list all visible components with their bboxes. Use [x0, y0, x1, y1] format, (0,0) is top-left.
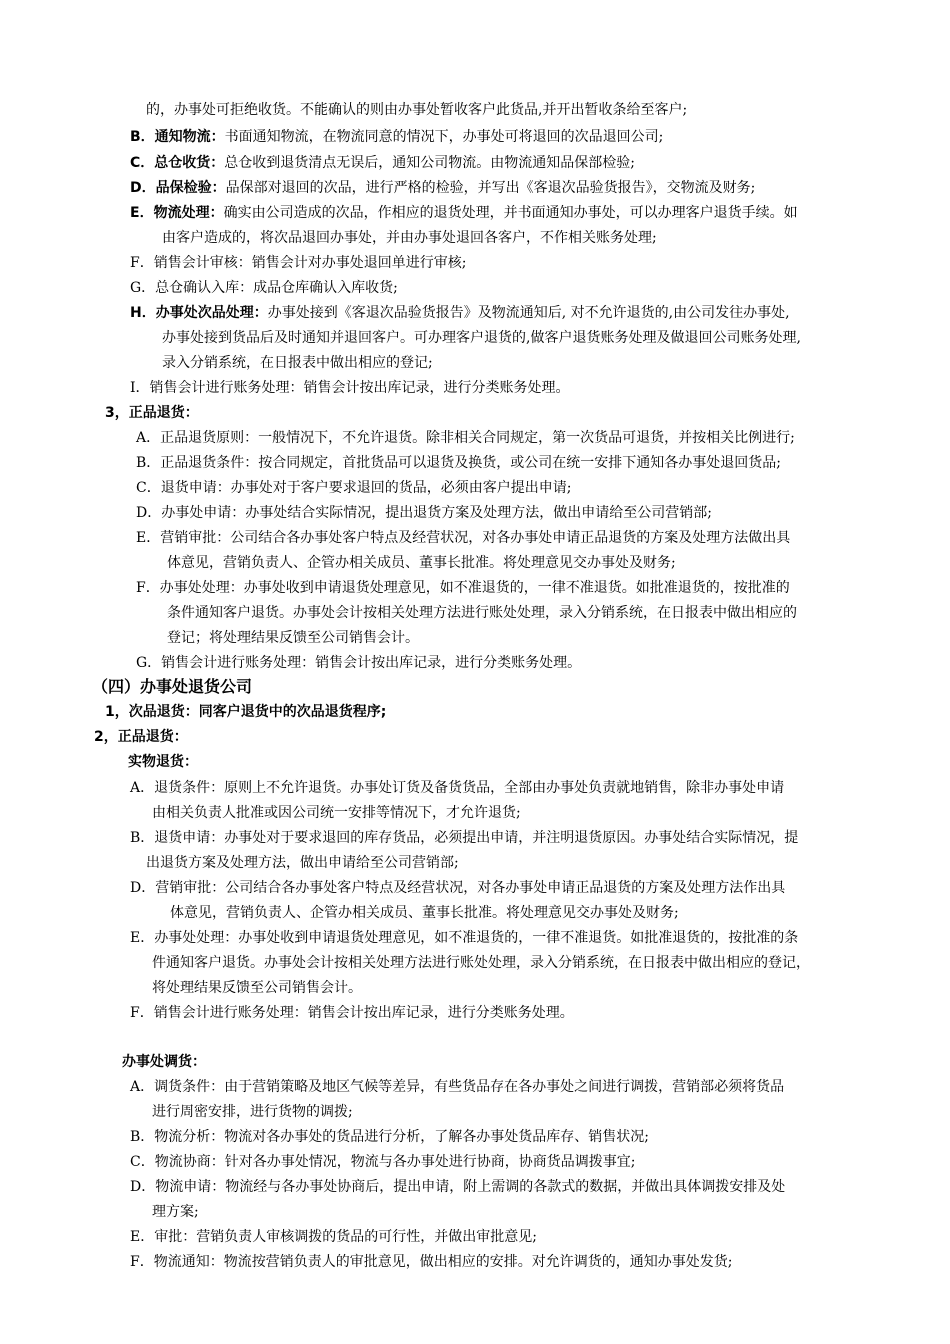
- list-item-b: B．退货申请：办事处对于要求退回的库存货品，必须提出申请，并注明退货原因。办事处结合实际情况，提: [130, 830, 799, 846]
- text-line: 由客户造成的，将次品退回办事处，并由办事处退回各客户，不作相关账务处理;: [162, 230, 657, 246]
- text-line: 将处理结果反馈至公司销售会计。: [152, 980, 362, 996]
- list-item-a: A．退货条件：原则上不允许退货。办事处订货及备货货品，全部由办事处负责就地销售，除非办事处申请: [130, 780, 785, 796]
- list-item-c: C．退货申请：办事处对于客户要求退回的货品，必须由客户提出申请;: [136, 480, 572, 496]
- list-item-f: F．销售会计进行账务处理：销售会计按出库记录，进行分类账务处理。: [130, 1005, 574, 1021]
- list-item-c: C．物流协商：针对各办事处情况，物流与各办事处进行协商，协商货品调拨事宜;: [130, 1154, 636, 1170]
- list-item-e: E．营销审批：公司结合各办事处客户特点及经营状况，对各办事处申请正品退货的方案及处理方法做出具: [136, 530, 791, 546]
- list-item-b: B．正品退货条件：按合同规定，首批货品可以退货及换货，或公司在统一安排下通知各办事处退回货品;: [136, 455, 782, 471]
- text-line: 条件通知客户退货。办事处会计按相关处理方法进行账处处理，录入分销系统，在日报表中做出相应的: [167, 605, 797, 621]
- text-line: 进行周密安排，进行货物的调拨;: [152, 1104, 353, 1120]
- text-line: 体意见，营销负责人、企管办相关成员、董事长批准。将处理意见交办事处及财务;: [170, 905, 679, 921]
- list-item-d: D．品保检验：品保部对退回的次品，进行严格的检验，并写出《客退次品验货报告》，交物流及财务;: [130, 180, 756, 196]
- list-item-e: E．物流处理：确实由公司造成的次品，作相应的退货处理，并书面通知办事处，可以办理客户退货手续。如: [130, 205, 798, 221]
- list-item-f: F．销售会计审核：销售会计对办事处退回单进行审核;: [130, 255, 467, 271]
- list-item-f: F．办事处处理：办事处收到申请退货处理意见，如不准退货的，一律不准退货。如批准退货的，按批准的: [136, 580, 790, 596]
- list-item-c: C．总仓收货：总仓收到退货清点无误后，通知公司物流。由物流通知品保部检验;: [130, 155, 635, 171]
- text-line: 件通知客户退货。办事处会计按相关处理方法进行账处处理，录入分销系统，在日报表中做出相应的登记，: [152, 955, 810, 971]
- list-item-a: A．正品退货原则：一般情况下，不允许退货。除非相关合同规定，第一次货品可退货，并按相关比例进行;: [136, 430, 795, 446]
- list-item-e: E．办事处处理：办事处收到申请退货处理意见，如不准退货的，一律不准退货。如批准退货的，按批准的条: [130, 930, 799, 946]
- subheading-1: 1，次品退货：同客户退货中的次品退货程序;: [105, 704, 387, 720]
- list-item-h: H．办事处次品处理：办事处接到《客退次品验货报告》及物流通知后, 对不允许退货的,由公司发往办事处,: [130, 305, 790, 321]
- section-heading-3: 3，正品退货：: [105, 405, 199, 421]
- text-line: 办事处接到货品后及时通知并退回客户。可办理客户退货的,做客户退货账务处理及做退回公司账务处理,: [162, 330, 801, 346]
- list-item-b: B．物流分析：物流对各办事处的货品进行分析，了解各办事处货品库存、销售状况;: [130, 1129, 650, 1145]
- list-item-d: D．物流申请：物流经与各办事处协商后，提出申请，附上需调的各款式的数据，并做出具体调拨安排及处: [130, 1179, 786, 1195]
- list-item-f: F．物流通知：物流按营销负责人的审批意见，做出相应的安排。对允许调货的，通知办事处发货;: [130, 1254, 733, 1270]
- list-item-e: E．审批：营销负责人审核调拨的货品的可行性，并做出审批意见;: [130, 1229, 537, 1245]
- text-line: 的，办事处可拒绝收货。不能确认的则由办事处暂收客户此货品,并开出暂收条给至客户;: [146, 102, 688, 118]
- list-item-a: A．调货条件：由于营销策略及地区气候等差异，有些货品存在各办事处之间进行调拨，营销部必须将货品: [130, 1079, 785, 1095]
- subheading-2: 2，正品退货：: [94, 729, 188, 745]
- text-line: 出退货方案及处理方法，做出申请给至公司营销部;: [146, 855, 459, 871]
- section-heading-4: （四）办事处退货公司: [92, 677, 253, 696]
- list-item-g: G．销售会计进行账务处理：销售会计按出库记录，进行分类账务处理。: [136, 655, 582, 671]
- subheading-physical-return: 实物退货：: [128, 754, 198, 770]
- list-item-i: I．销售会计进行账务处理：销售会计按出库记录，进行分类账务处理。: [130, 380, 570, 396]
- list-item-g: G．总仓确认入库：成品仓库确认入库收货;: [130, 280, 398, 296]
- subheading-transfer: 办事处调货：: [122, 1054, 206, 1070]
- list-item-d: D．办事处申请：办事处结合实际情况，提出退货方案及处理方法，做出申请给至公司营销部;: [136, 505, 712, 521]
- text-line: 体意见，营销负责人、企管办相关成员、董事长批准。将处理意见交办事处及财务;: [167, 555, 676, 571]
- list-item-d: D．营销审批：公司结合各办事处客户特点及经营状况，对各办事处申请正品退货的方案及处理方法作出具: [130, 880, 786, 896]
- list-item-b: B．通知物流：书面通知物流，在物流同意的情况下，办事处可将退回的次品退回公司;: [130, 129, 664, 145]
- text-line: 登记；将处理结果反馈至公司销售会计。: [167, 630, 419, 646]
- text-line: 录入分销系统，在日报表中做出相应的登记;: [162, 355, 433, 371]
- text-line: 理方案;: [152, 1204, 199, 1220]
- text-line: 由相关负责人批准或因公司统一安排等情况下，才允许退货;: [152, 805, 521, 821]
